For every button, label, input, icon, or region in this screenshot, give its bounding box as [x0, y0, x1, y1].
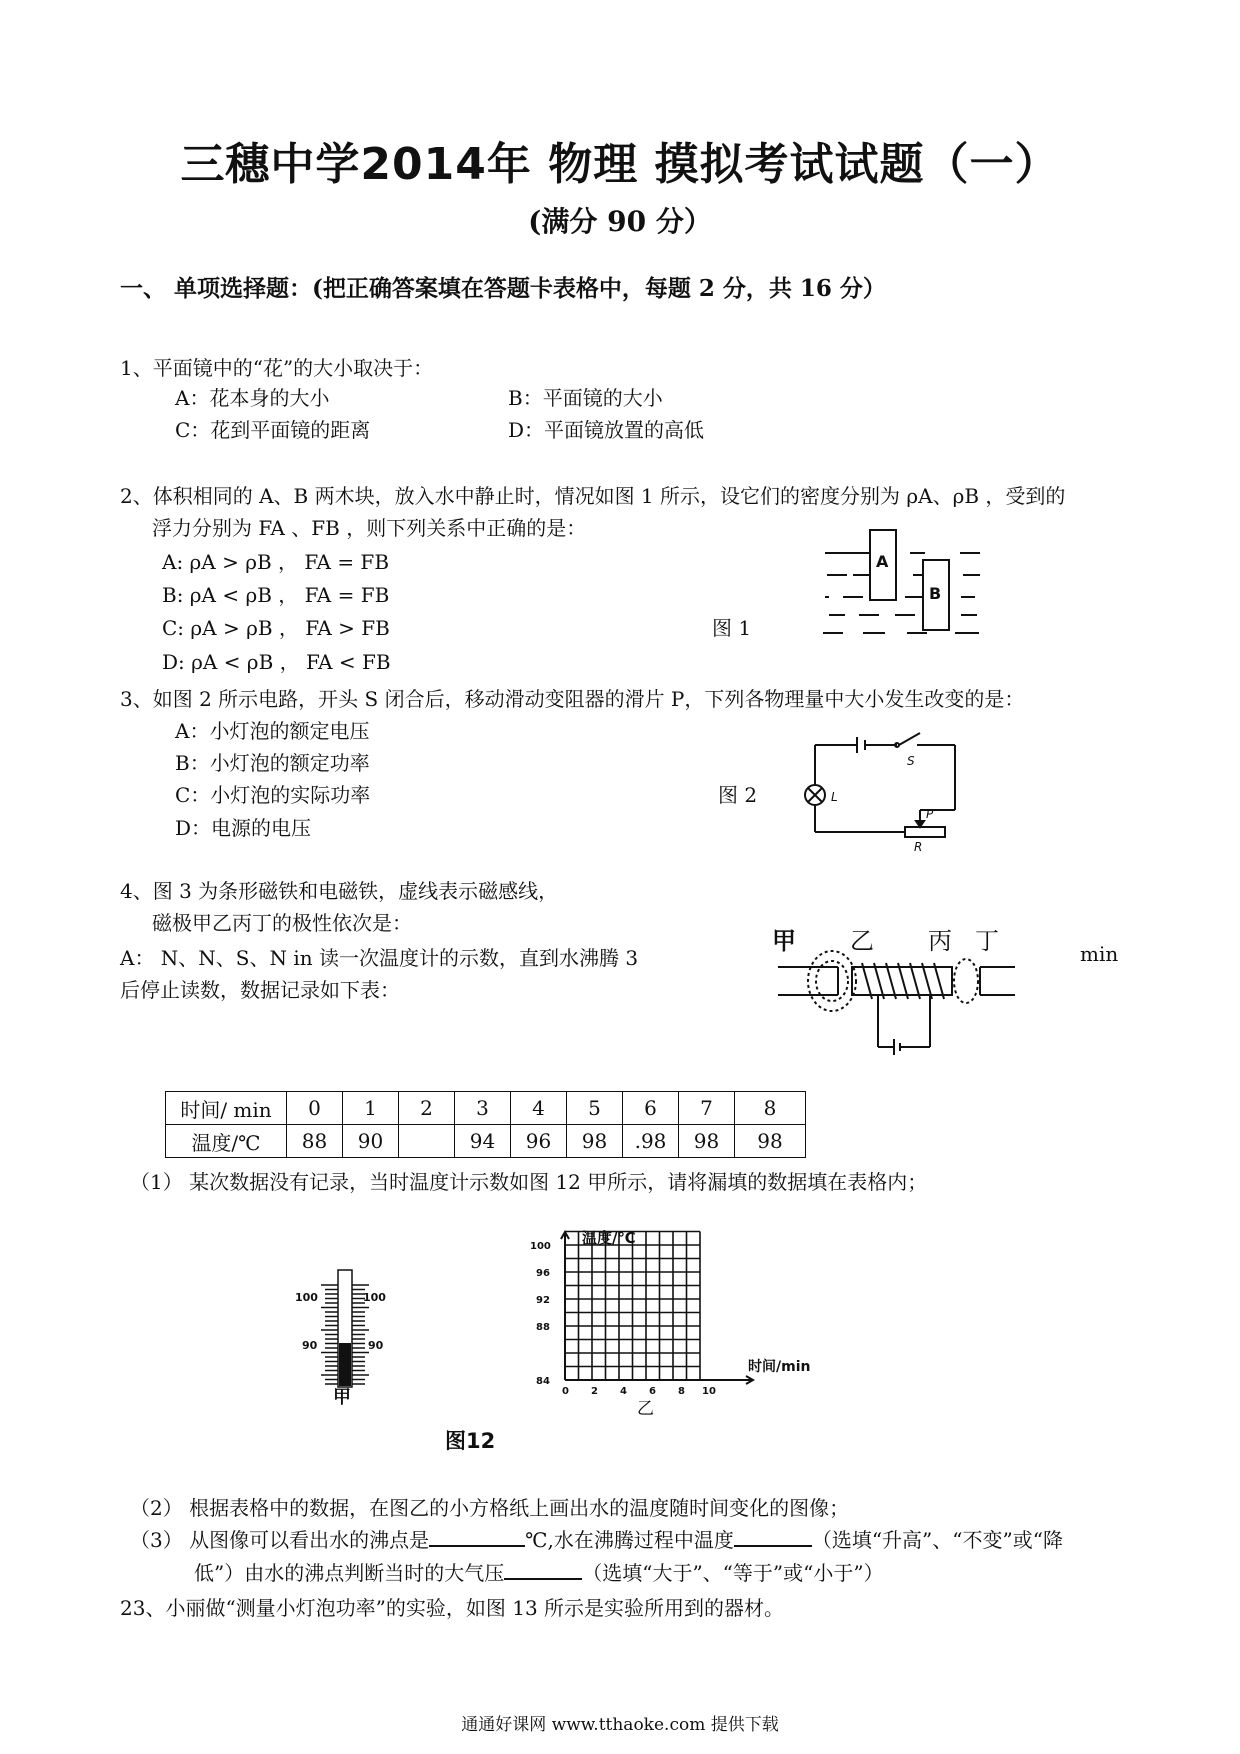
figure-12-thermometer — [285, 1265, 415, 1405]
x-tick: 2 — [591, 1386, 598, 1397]
q1-option-b: B：平面镜的大小 — [508, 386, 663, 410]
q4-stem-line1: 4、图 3 为条形磁铁和电磁铁，虚线表示磁感线， — [120, 879, 559, 903]
figure-3-magnets — [770, 925, 1030, 1060]
table-cell: 7 — [679, 1092, 735, 1125]
table-cell: 6 — [623, 1092, 679, 1125]
pole-ding: 丁 — [975, 927, 999, 955]
boiling-point-blank[interactable] — [429, 1527, 525, 1547]
q4-continuation: 后停止读数，数据记录如下表： — [120, 978, 400, 1002]
q3-option-a: A：小灯泡的额定电压 — [175, 719, 370, 743]
table-row-time — [166, 1092, 806, 1125]
thermo-label: 甲 — [333, 1387, 351, 1405]
table-cell: 0 — [287, 1092, 343, 1125]
table-cell: 1 — [343, 1092, 399, 1125]
pole-jia: 甲 — [772, 927, 796, 955]
page-title: 三穗中学2014年 物理 摸拟考试试题（一） — [180, 139, 1060, 190]
table-cell: 94 — [455, 1125, 511, 1158]
q1-stem: 1、平面镜中的“花”的大小取决于： — [120, 356, 434, 380]
block-a-label: A — [876, 552, 889, 571]
q1-option-a: A：花本身的大小 — [175, 386, 330, 410]
table-cell: 98 — [735, 1125, 806, 1158]
table-cell: .98 — [623, 1125, 679, 1158]
q2-stem-line1: 2、体积相同的 A、B 两木块，放入水中静止时，情况如图 1 所示，设它们的密度分别为 ρA、ρB ，受到的 — [120, 484, 1066, 508]
page-subtitle: (满分 90 分） — [528, 205, 712, 238]
pressure-blank[interactable] — [504, 1560, 582, 1580]
q4-stem-line2: 磁极甲乙丙丁的极性依次是： — [152, 911, 412, 935]
x-tick: 0 — [562, 1386, 569, 1397]
sub3-part-c: （选填“升高”、“不变”或“降 — [811, 1528, 1063, 1552]
sub3-part-b: ℃,水在沸腾过程中温度 — [525, 1528, 734, 1552]
y-tick: 96 — [536, 1268, 550, 1279]
sub3-part-d: 低”）由水的沸点判断当时的大气压 — [194, 1561, 505, 1585]
figure-12-caption: 图12 — [445, 1429, 496, 1453]
pole-bing: 丙 — [928, 927, 952, 955]
sub-question-3-line1 — [130, 1524, 1063, 1553]
table-cell: 96 — [511, 1125, 567, 1158]
table-cell: 2 — [399, 1092, 455, 1125]
block-b-label: B — [929, 584, 942, 603]
table-header-temp: 温度/℃ — [166, 1125, 287, 1158]
q2-option-d: D: ρA < ρB ， FA < FB — [162, 650, 391, 674]
temperature-change-blank[interactable] — [734, 1527, 812, 1547]
grid-y-axis-label: 温度/℃ — [582, 1229, 636, 1247]
table-cell-blank[interactable] — [399, 1125, 455, 1158]
q3-option-d: D：电源的电压 — [175, 816, 312, 840]
q4-min-text: min — [1080, 942, 1119, 966]
x-tick: 10 — [702, 1386, 716, 1397]
table-cell: 5 — [567, 1092, 623, 1125]
table-header-time: 时间/ min — [166, 1092, 287, 1125]
q2-option-b: B: ρA < ρB ， FA = FB — [162, 583, 390, 607]
q2-stem-line2: 浮力分别为 FA 、FB ，则下列关系中正确的是： — [152, 516, 587, 540]
q3-stem: 3、如图 2 所示电路，开头 S 闭合后，移动滑动变阻器的滑片 P，下列各物理量中大小发生改变的是： — [120, 687, 1025, 711]
table-cell: 3 — [455, 1092, 511, 1125]
slider-label: P — [926, 807, 934, 821]
y-tick: 92 — [536, 1295, 550, 1306]
figure-2-circuit — [795, 725, 975, 855]
thermo-100-right: 100 — [363, 1291, 386, 1304]
table-cell: 88 — [287, 1125, 343, 1158]
q2-option-a: A: ρA > ρB ， FA = FB — [162, 550, 390, 574]
sub3-part-e: （选填“大于”、“等于”或“小于”） — [582, 1561, 884, 1585]
table-cell: 98 — [567, 1125, 623, 1158]
x-tick: 8 — [678, 1386, 685, 1397]
temperature-table — [165, 1091, 806, 1158]
grid-label: 乙 — [637, 1399, 654, 1418]
thermo-90-left: 90 — [302, 1339, 318, 1352]
y-tick: 84 — [536, 1376, 550, 1387]
grid-x-axis-label: 时间/min — [748, 1359, 811, 1375]
sub-question-1: （1） 某次数据没有记录，当时温度计示数如图 12 甲所示，请将漏填的数据填在表格内； — [130, 1170, 928, 1194]
figure-2-label: 图 2 — [718, 783, 758, 807]
q1-option-c: C：花到平面镜的距离 — [175, 418, 371, 442]
footer-source: 通通好课网 www.tthaoke.com 提供下载 — [461, 1715, 779, 1735]
section-heading: 一、 单项选择题：(把正确答案填在答题卡表格中，每题 2 分，共 16 分） — [120, 275, 886, 302]
sub-question-2: （2） 根据表格中的数据，在图乙的小方格纸上画出水的温度随时间变化的图像； — [130, 1496, 850, 1520]
figure-1-label: 图 1 — [712, 616, 752, 640]
table-cell: 8 — [735, 1092, 806, 1125]
sub3-part-a: （3） 从图像可以看出水的沸点是 — [130, 1528, 430, 1552]
x-tick: 4 — [620, 1386, 627, 1397]
switch-label: S — [907, 754, 915, 768]
figure-12-graph-grid — [520, 1228, 850, 1418]
y-tick: 88 — [536, 1322, 550, 1333]
table-cell: 98 — [679, 1125, 735, 1158]
x-tick: 6 — [649, 1386, 656, 1397]
table-cell: 90 — [343, 1125, 399, 1158]
rheostat-label: R — [914, 840, 923, 854]
table-cell: 4 — [511, 1092, 567, 1125]
table-row-temp — [166, 1125, 806, 1158]
question-23: 23、小丽做“测量小灯泡功率”的实验，如图 13 所示是实验所用到的器材。 — [120, 1596, 785, 1620]
thermo-90-right: 90 — [368, 1339, 384, 1352]
lamp-label: L — [831, 790, 838, 804]
q4-option-line: A： N、N、S、N in 读一次温度计的示数，直到水沸腾 3 — [120, 946, 639, 970]
q1-option-d: D：平面镜放置的高低 — [508, 418, 705, 442]
q2-option-c: C: ρA > ρB ， FA > FB — [162, 616, 390, 640]
thermo-100-left: 100 — [295, 1291, 318, 1304]
q3-option-c: C：小灯泡的实际功率 — [175, 783, 371, 807]
sub-question-3-line2 — [194, 1557, 884, 1586]
pole-yi: 乙 — [850, 927, 874, 955]
q3-option-b: B：小灯泡的额定功率 — [175, 751, 370, 775]
figure-1-blocks-in-water — [815, 525, 990, 650]
y-tick: 100 — [530, 1241, 551, 1252]
